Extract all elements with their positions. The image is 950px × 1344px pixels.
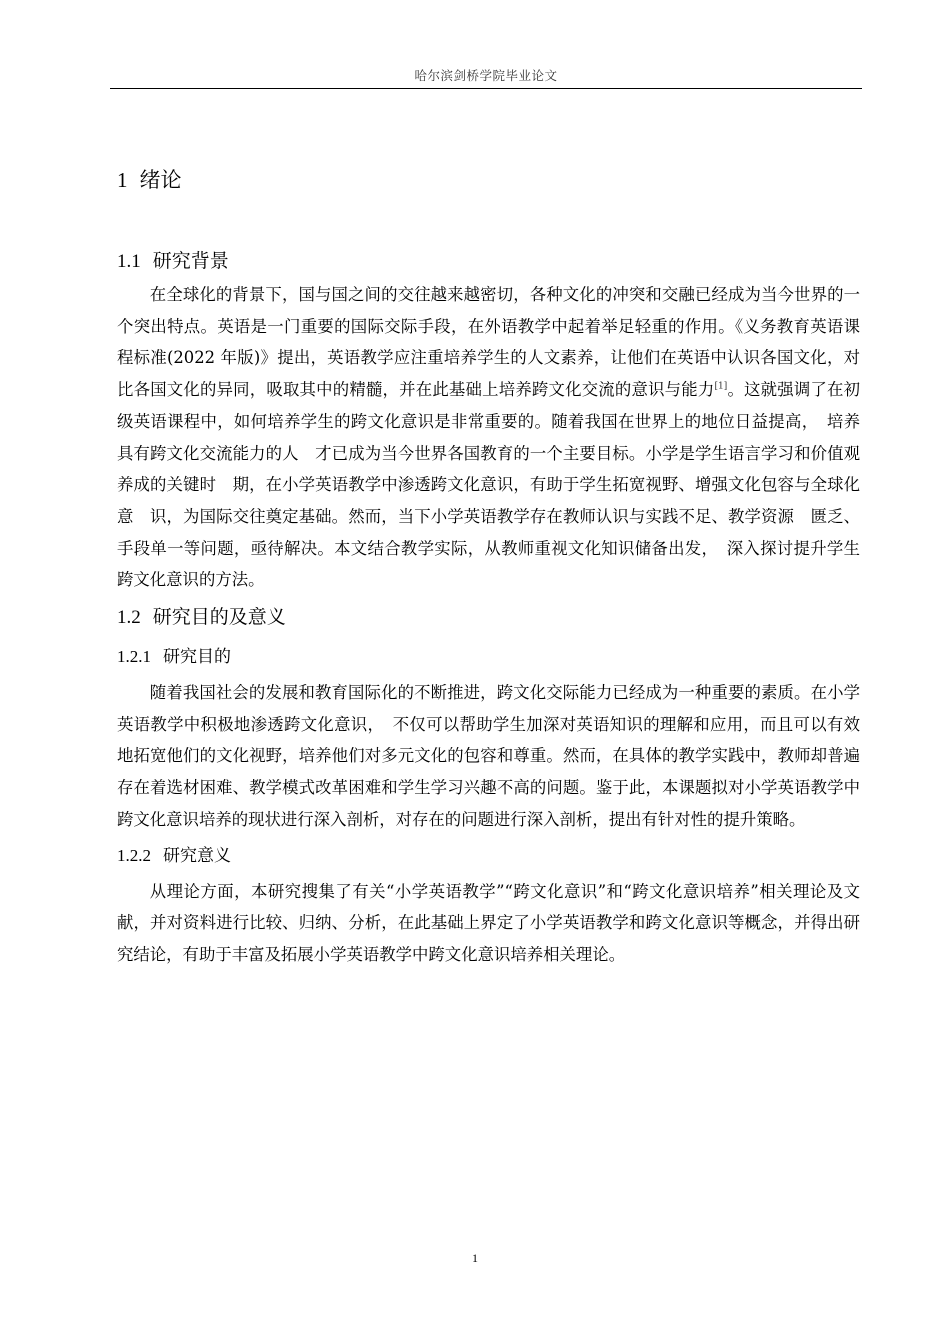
section-heading-1-2 (117, 600, 860, 635)
section-number: 1.1 (117, 251, 141, 272)
chapter-number: 1 (117, 168, 128, 192)
section-number: 1.2 (117, 607, 141, 629)
citation-marker: [1] (714, 381, 728, 392)
subsection-title: 研究目的 (163, 647, 231, 668)
subsection-heading-1-2-1 (117, 641, 860, 673)
subsection-heading-1-2-2 (117, 840, 860, 872)
chapter-heading (117, 160, 860, 200)
background-text-part2: 。这就强调了在初级英语课程中，如何培养学生的跨文化意识是非常重要的。随着我国在世界上的地位日益提高， 培养具有跨文化交流能力的人 才已成为当今世界各国教育的一个主要目标。小学是学生语言学习和价值观养成的关键时 期，在小学英语教学中渗透跨文化意识，有助于学生拓宽视野、增强文化包容与全球化意 识，为国际交往奠定基础。然而，当下小学英语教学存在教师认识与实践不足、教学资源 匮乏、手段单一等问题，亟待解决。本文结合教学实际，从教师重视文化知识储备出发， 深入探讨提升学生跨文化意识的方法。 (117, 380, 861, 590)
background-paragraph (117, 279, 860, 596)
background-text-part1: 在全球化的背景下，国与国之间的交往越来越密切，各种文化的冲突和交融已经成为当今世界的一个突出特点。英语是一门重要的国际交际手段，在外语教学中起着举足轻重的作用。《义务教育英语课程标准(2022 年版)》提出，英语教学应注重培养学生的人文素养，让他们在英语中认识各国文化，对比各国文化的异同，吸取其中的精髓，并在此基础上培养跨文化交流的意识与能力 (117, 285, 860, 400)
section-heading-1-1 (117, 244, 860, 279)
header-rule (110, 88, 862, 89)
chapter-title: 绪论 (139, 168, 182, 192)
significance-paragraph: 从理论方面，本研究搜集了有关“小学英语教学”“跨文化意识”和“跨文化意识培养”相关理论及文献，并对资料进行比较、归纳、分析，在此基础上界定了小学英语教学和跨文化意识等概念，并得出研究结论，有助于丰富及拓展小学英语教学中跨文化意识培养相关理论。 (117, 881, 860, 964)
subsection-number: 1.2.1 (117, 647, 151, 667)
subsection-number: 1.2.2 (117, 845, 151, 865)
running-header: 哈尔滨剑桥学院毕业论文 (414, 68, 558, 83)
subsection-title: 研究意义 (163, 845, 231, 866)
page-number: 1 (472, 1251, 478, 1265)
section-title: 研究背景 (152, 250, 229, 272)
page-body (117, 160, 860, 971)
purpose-paragraph: 随着我国社会的发展和教育国际化的不断推进，跨文化交际能力已经成为一种重要的素质。在小学英语教学中积极地渗透跨文化意识， 不仅可以帮助学生加深对英语知识的理解和应用，而且可以有效地拓宽他们的文化视野，培养他们对多元文化的包容和尊重。然而，在具体的教学实践中，教师却普遍存在着选材困难、教学模式改革困难和学生学习兴趣不高的问题。鉴于此，本课题拟对小学英语教学中跨文化意识培养的现状进行深入剖析，对存在的问题进行深入剖析，提出有针对性的提升策略。 (117, 683, 860, 829)
section-title: 研究目的及意义 (152, 606, 286, 629)
